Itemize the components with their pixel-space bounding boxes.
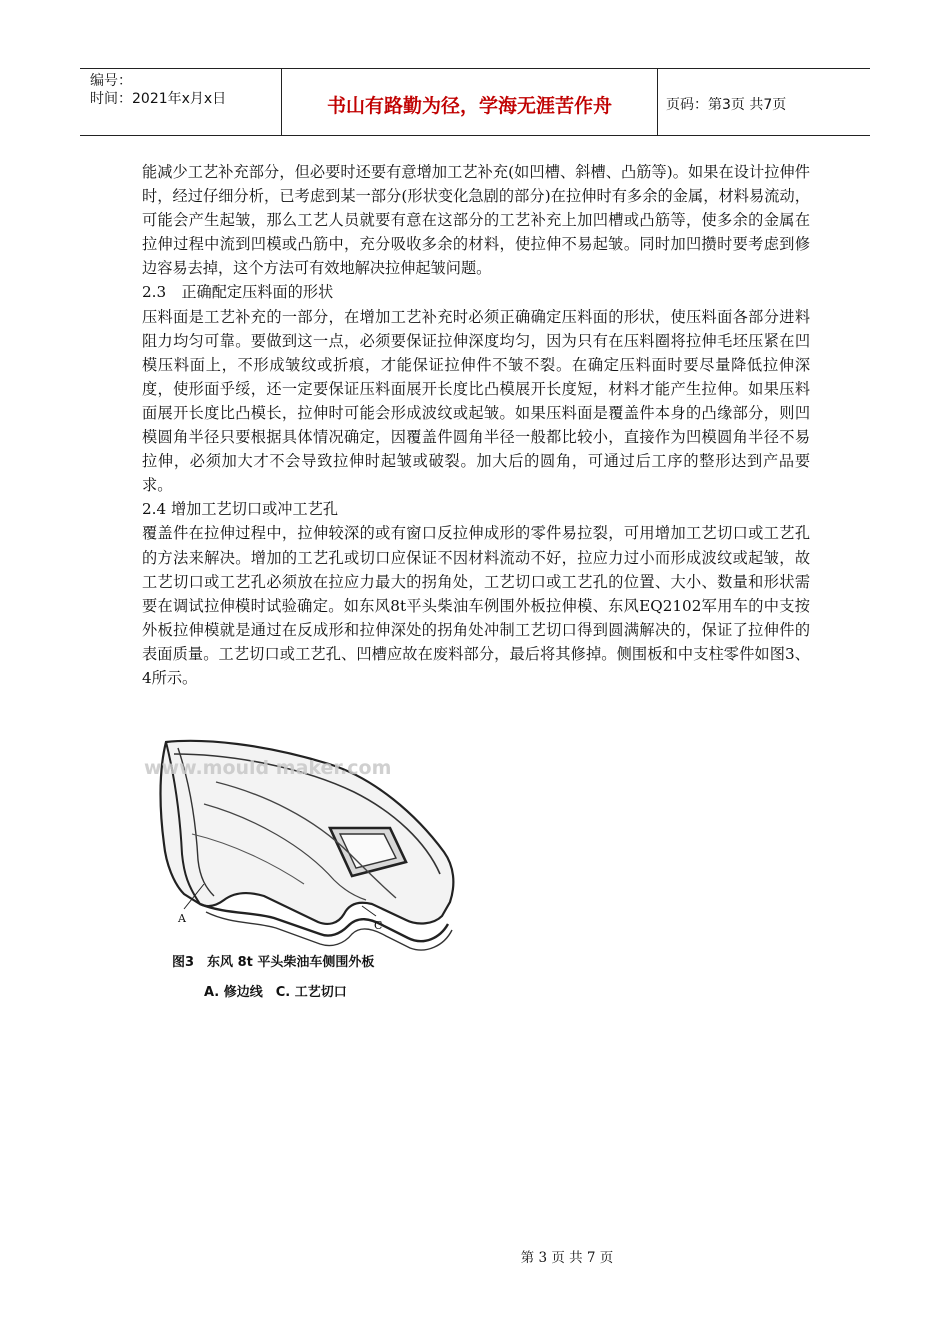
side-panel-drawing bbox=[144, 734, 474, 1009]
figure-caption-legend: A. 修边线 C. 工艺切口 bbox=[204, 985, 347, 1000]
label-c: C bbox=[374, 919, 383, 932]
section-heading: 2.4 增加工艺切口或冲工艺孔 bbox=[142, 500, 339, 519]
paragraph: 能减少工艺补充部分，但必要时还要有意增加工艺补充(如凹槽、斜槽、凸筋等)。如果在设计拉伸件时，经过仔细分析，已考虑到某一部分(形状变化急剧的部分)在拉伸时有多余的金属，材料易流动，可能会产生起皱，那么工艺人员就要有意在这部分的工艺补充上加凹槽或凸筋等，使多余的金属在拉伸过程中流到凹模或凸筋中，充分吸收多余的材料，使拉伸不易起皱。同时加凹攒时要考虑到修边容易去掉，这个方法可有效地解决拉伸起皱问题。 bbox=[142, 163, 810, 278]
page-footer: 第 3 页 共 7 页 bbox=[520, 1250, 614, 1266]
header-page-number: 页码：第3页 共7页 bbox=[666, 97, 787, 113]
serial-label: 编号： bbox=[90, 73, 132, 89]
watermark: www.mould maker.com bbox=[144, 757, 392, 779]
leader-line bbox=[362, 906, 376, 916]
paragraph: 覆盖件在拉伸过程中，拉伸较深的或有窗口反拉伸成形的零件易拉裂，可用增加工艺切口或工艺孔的方法来解决。增加的工艺孔或切口应保证不因材料流动不好，拉应力过小而形成波纹或起皱，故工艺切口或工艺孔必须放在拉应力最大的拐角处，工艺切口或工艺孔的位置、大小、数量和形状需要在调试拉伸模时试验确定。如东风8t平头柴油车例围外板拉伸模、东风EQ2102军用车的中支按外板拉伸模就是通过在反成形和拉伸深处的拐角处冲制工艺切口得到圆满解决的，保证了拉伸件的表面质量。工艺切口或工艺孔、凹槽应故在废料部分，最后将其修掉。侧围板和中支柱零件如图3、4所示。 bbox=[142, 524, 810, 687]
figure-caption-title: 图3 东风 8t 平头柴油车侧围外板 bbox=[172, 955, 375, 970]
document-body bbox=[142, 160, 810, 690]
header-meta bbox=[80, 69, 282, 135]
page-header bbox=[80, 68, 870, 136]
figure-side-panel bbox=[144, 734, 474, 1009]
section-heading: 2.3 正确配定压料面的形状 bbox=[142, 283, 334, 302]
paragraph: 压料面是工艺补充的一部分，在增加工艺补充时必须正确确定压料面的形状，使压料面各部分进料阻力均匀可靠。要做到这一点，必须要保证拉伸深度均匀，因为只有在压料圈将拉伸毛坯压紧在凹模压料面上，不形成皱纹或折痕，才能保证拉伸件不皱不裂。在确定压料面时要尽量降低拉伸深度，使形面乎绥，还一定要保证压料面展开长度比凸模展开长度短，材料才能产生拉伸。如果压料面展开长度比凸模长，拉伸时可能会形成波纹或起皱。如果压料面是覆盖件本身的凸缘部分，则凹模圆角半径只要根据具体情况确定，因覆盖件圆角半径一般都比较小，直接作为凹模圆角半径不易拉伸，必须加大才不会导致拉伸时起皱或破裂。加大后的圆角，可通过后工序的整形达到产品要求。 bbox=[142, 307, 810, 495]
time-label: 时间：2021年x月x日 bbox=[90, 91, 227, 107]
header-motto: 书山有路勤为径，学海无涯苦作舟 bbox=[282, 69, 658, 135]
label-a: A bbox=[178, 912, 186, 925]
